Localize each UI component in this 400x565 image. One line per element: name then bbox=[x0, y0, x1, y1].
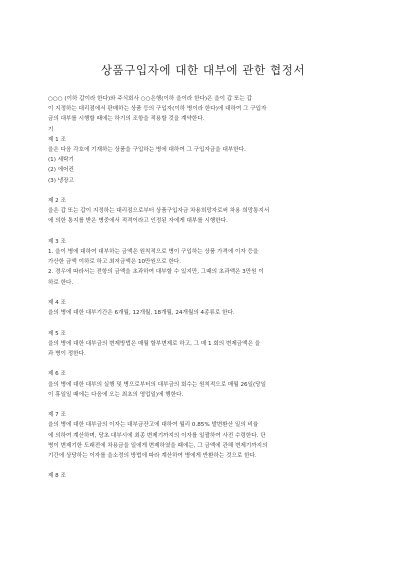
article-line: 하로 한다. bbox=[48, 279, 74, 286]
article-line: 기간에 상당하는 이자를 을소정의 방법에 따라 계산하여 병에게 반환하는 것으로 한다. bbox=[48, 453, 257, 460]
spacer bbox=[48, 400, 358, 410]
article-line: 이 휴일일 때에는 다음에 오는 최초의 영업일)에 행한다. bbox=[48, 391, 184, 398]
intro-line: 금의 대부를 시행할 때에는 하기의 조항을 적용할 것을 계약한다. bbox=[48, 116, 205, 123]
article-8 bbox=[48, 471, 358, 481]
intro-line: 이 지정하는 대리점에서 판매하는 상품 등의 구입자(이하 병이라 한다)에 대하여 그 구입자 bbox=[48, 106, 267, 113]
article-heading: 제 1 조 bbox=[48, 136, 66, 143]
article-line: 을의 병에 대한 대부기간은 6개월, 12개월, 18개월, 24개월의 4종류로 한다. bbox=[48, 310, 235, 317]
spacer bbox=[48, 461, 358, 471]
article-line: 에 의한 통지를 받은 병중에서 적격이라고 인정된 자에게 대부를 시행한다. bbox=[48, 218, 228, 225]
article-line: 과 병이 정한다. bbox=[48, 351, 86, 358]
article-heading: 제 8 조 bbox=[48, 473, 66, 480]
article-line: 을은 갑 또는 갑이 지정하는 대리점으로부터 상품구입자금 차용희망자로써 차용 희망통지서 bbox=[48, 208, 270, 215]
article-3 bbox=[48, 237, 358, 288]
spacer bbox=[48, 359, 358, 369]
article-line: 1. 을이 병에 대하여 대부하는 금액은 원칙적으로 병이 구입하는 상품 가격에 이자 등을 bbox=[48, 249, 259, 256]
article-6 bbox=[48, 369, 358, 400]
document-title: 상품구입자에 대한 대부에 관한 협정서 bbox=[100, 63, 306, 77]
article-7 bbox=[48, 410, 358, 461]
spacer bbox=[48, 227, 358, 237]
article-heading: 제 5 조 bbox=[48, 330, 66, 337]
spacer bbox=[48, 318, 358, 328]
intro-paragraph bbox=[48, 94, 358, 135]
article-line: 을의 병에 대한 대부금의 변제방법은 매월 할부변제로 하고, 그 매 1 회의 변제금액은 을 bbox=[48, 340, 261, 347]
article-list-item: (2) 에어컨 bbox=[48, 167, 74, 174]
article-heading: 제 6 조 bbox=[48, 371, 66, 378]
article-line: 을의 병에 대한 대부금의 이자는 대부금잔고에 대하여 월리 0.85% 발변환산 일의 비율 bbox=[48, 422, 259, 429]
article-line: 을은 다음 각호에 기재하는 상품을 구입하는 병에 대하여 그 구입자금을 대부한다. bbox=[48, 147, 246, 154]
intro-line: ○○○ (이하 갑이라 한다)와 주식회사 ○○은행(이하 을이라 한다)은 을이 갑 또는 갑 bbox=[48, 96, 252, 102]
article-2 bbox=[48, 196, 358, 227]
article-list-item: (1) 세탁기 bbox=[48, 157, 74, 164]
article-line: 에 의하여 계산하며, 당초 대부시에 최종 변제기까지의 이자를 일괄하여 사전 수령한다. 단 bbox=[48, 432, 266, 439]
article-line: 가산한 금액 이하로 하고 최저금액은 10만원으로 한다. bbox=[48, 259, 182, 266]
spacer bbox=[48, 288, 358, 298]
article-list-item: (3) 냉장고 bbox=[48, 177, 74, 184]
article-line: 2. 경우에 따라서는 전항의 금액을 초과하여 대부할 수 있지만, 그때의 초과액은 3만원 이 bbox=[48, 269, 264, 276]
article-5 bbox=[48, 329, 358, 360]
article-heading: 제 2 조 bbox=[48, 198, 66, 205]
article-heading: 제 4 조 bbox=[48, 300, 66, 307]
article-heading: 제 7 조 bbox=[48, 412, 66, 419]
article-line: 병이 변제기한 도래전에 차용금을 일에게 변제하였을 때에는, 그 금액에 관해 변제기까지의 bbox=[48, 442, 268, 449]
article-4 bbox=[48, 298, 358, 318]
intro-marker: 기 bbox=[48, 126, 54, 133]
article-heading: 제 3 조 bbox=[48, 238, 66, 245]
article-1 bbox=[48, 135, 358, 186]
article-line: 을의 병에 대한 대부의 실행 및 병으로부터의 대부금의 회수는 원칙적으로 매월 26일(당일 bbox=[48, 381, 266, 388]
spacer bbox=[48, 186, 358, 196]
